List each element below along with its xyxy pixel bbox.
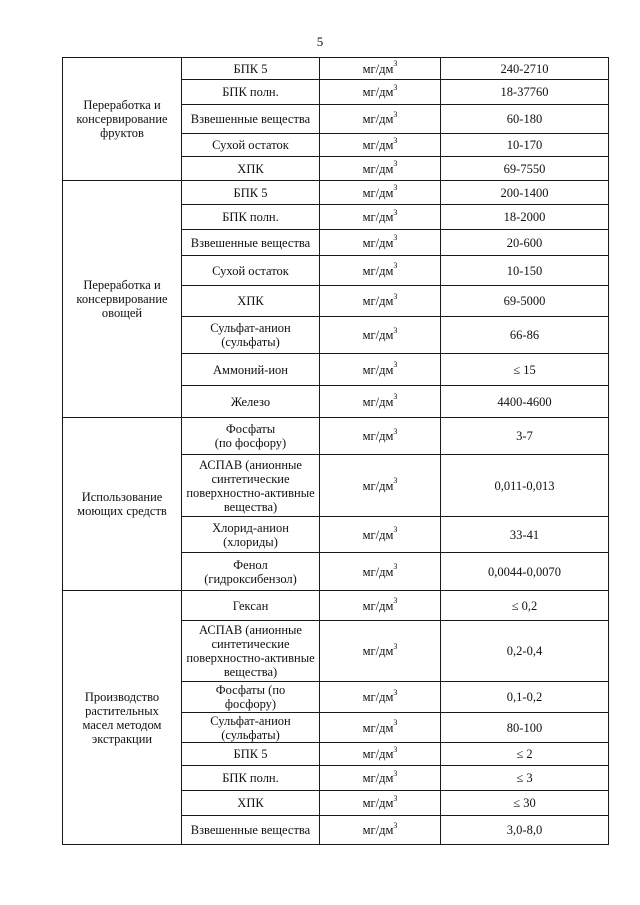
unit-cell	[320, 256, 441, 286]
unit-label: мг/дм	[362, 598, 394, 613]
value-range: 200-1400	[500, 185, 549, 200]
value-cell	[441, 80, 609, 105]
parameter-cell	[182, 591, 320, 621]
value-range: 3,0-8,0	[506, 823, 543, 837]
unit-exponent: 3	[393, 562, 398, 572]
parameter-name: Взвешенные вещества	[190, 112, 311, 126]
value-cell	[441, 766, 609, 791]
parameter-name: БПК 5	[233, 747, 268, 761]
unit-exponent: 3	[393, 525, 398, 535]
value-cell	[441, 205, 609, 230]
unit-exponent: 3	[393, 135, 398, 145]
unit-cell	[320, 105, 441, 134]
unit-exponent: 3	[393, 360, 398, 370]
value-cell	[441, 286, 609, 317]
unit-cell	[320, 682, 441, 713]
unit-cell	[320, 791, 441, 816]
unit-exponent: 3	[393, 476, 398, 486]
unit-label: мг/дм	[362, 771, 394, 785]
value-range: 0,0044-0,0070	[488, 564, 561, 579]
unit-label: мг/дм	[362, 112, 394, 126]
unit-exponent: 3	[393, 207, 398, 217]
parameter-name: АСПАВ (анионные синтетические поверхностно-активные вещества)	[186, 623, 315, 679]
value-cell	[441, 455, 609, 517]
unit-label: мг/дм	[362, 185, 394, 200]
value-cell	[441, 230, 609, 256]
wastewater-parameters-table	[62, 57, 609, 845]
unit-cell	[320, 743, 441, 766]
unit-label: мг/дм	[362, 61, 394, 76]
value-cell	[441, 621, 609, 682]
unit-label: мг/дм	[362, 527, 394, 542]
value-range: 69-5000	[503, 294, 546, 308]
value-range: 240-2710	[500, 61, 549, 76]
value-range: ≤ 2	[516, 747, 533, 761]
group-name: Производство растительных масел методом экстракции	[82, 689, 162, 746]
parameter-cell	[182, 386, 320, 418]
unit-cell	[320, 181, 441, 205]
unit-exponent: 3	[393, 233, 398, 243]
value-cell	[441, 553, 609, 591]
unit-cell	[320, 386, 441, 418]
unit-label: мг/дм	[362, 478, 394, 493]
value-cell	[441, 354, 609, 386]
value-range: ≤ 3	[516, 771, 533, 785]
unit-cell	[320, 134, 441, 157]
parameter-name: БПК полн.	[222, 210, 279, 224]
value-cell	[441, 134, 609, 157]
parameter-name: Взвешенные вещества	[190, 823, 311, 837]
table-row	[63, 181, 609, 205]
parameter-name: БПК 5	[233, 185, 268, 200]
table-body	[63, 58, 609, 845]
parameter-cell	[182, 816, 320, 845]
unit-label: мг/дм	[362, 138, 394, 152]
value-range: ≤ 30	[513, 796, 536, 810]
unit-cell	[320, 553, 441, 591]
value-cell	[441, 181, 609, 205]
value-range: 80-100	[506, 720, 543, 735]
parameter-cell	[182, 455, 320, 517]
unit-label: мг/дм	[362, 823, 394, 837]
value-cell	[441, 791, 609, 816]
parameter-name: ХПК	[237, 161, 264, 176]
unit-cell	[320, 157, 441, 181]
unit-exponent: 3	[393, 261, 398, 271]
unit-label: мг/дм	[362, 328, 394, 342]
unit-cell	[320, 286, 441, 317]
group-name-cell	[63, 58, 182, 181]
parameter-cell	[182, 553, 320, 591]
parameter-name: Сухой остаток	[212, 263, 289, 278]
parameter-cell	[182, 713, 320, 743]
parameter-name: Сульфат-анион (сульфаты)	[210, 713, 291, 742]
unit-cell	[320, 230, 441, 256]
unit-label: мг/дм	[362, 720, 394, 735]
value-range: 4400-4600	[497, 394, 552, 409]
value-range: 0,011-0,013	[494, 478, 555, 493]
value-cell	[441, 105, 609, 134]
unit-exponent: 3	[393, 718, 398, 728]
unit-label: мг/дм	[362, 429, 394, 443]
unit-cell	[320, 205, 441, 230]
value-range: 69-7550	[503, 161, 546, 176]
unit-cell	[320, 517, 441, 553]
value-range: 0,2-0,4	[506, 644, 543, 658]
parameter-name: Сульфат-анион (сульфаты)	[210, 321, 291, 349]
parameter-cell	[182, 621, 320, 682]
value-range: 3-7	[516, 429, 533, 443]
unit-exponent: 3	[393, 687, 398, 697]
group-name-cell	[63, 591, 182, 845]
unit-exponent: 3	[393, 744, 398, 754]
unit-exponent: 3	[393, 183, 398, 193]
value-cell	[441, 317, 609, 354]
unit-exponent: 3	[393, 109, 398, 119]
unit-label: мг/дм	[362, 644, 394, 658]
unit-label: мг/дм	[362, 85, 394, 99]
value-range: 66-86	[509, 328, 540, 342]
unit-cell	[320, 591, 441, 621]
value-range: ≤ 15	[513, 362, 536, 377]
unit-cell	[320, 80, 441, 105]
unit-label: мг/дм	[362, 796, 394, 810]
parameter-cell	[182, 181, 320, 205]
unit-cell	[320, 766, 441, 791]
value-cell	[441, 682, 609, 713]
parameter-cell	[182, 682, 320, 713]
parameter-name: БПК полн.	[222, 771, 279, 785]
parameter-name: Аммоний-ион	[213, 362, 288, 377]
unit-exponent: 3	[393, 392, 398, 402]
table-row	[63, 58, 609, 80]
parameter-cell	[182, 286, 320, 317]
unit-exponent: 3	[393, 159, 398, 169]
parameter-name: Фосфаты (по фосфору)	[214, 422, 287, 450]
value-cell	[441, 157, 609, 181]
unit-label: мг/дм	[362, 294, 394, 308]
parameter-cell	[182, 766, 320, 791]
parameter-name: БПК полн.	[222, 85, 279, 99]
value-cell	[441, 713, 609, 743]
unit-exponent: 3	[393, 820, 398, 830]
value-cell	[441, 816, 609, 845]
unit-exponent: 3	[393, 59, 398, 69]
value-cell	[441, 743, 609, 766]
value-cell	[441, 386, 609, 418]
parameter-cell	[182, 80, 320, 105]
table-row	[63, 591, 609, 621]
unit-label: мг/дм	[362, 690, 394, 704]
unit-label: мг/дм	[362, 747, 394, 761]
parameter-cell	[182, 517, 320, 553]
parameter-cell	[182, 317, 320, 354]
unit-label: мг/дм	[362, 161, 394, 176]
unit-cell	[320, 58, 441, 80]
group-name: Использование моющих средств	[77, 490, 167, 518]
value-range: 33-41	[509, 527, 540, 542]
parameter-cell	[182, 105, 320, 134]
value-cell	[441, 517, 609, 553]
unit-cell	[320, 418, 441, 455]
page-number: 5	[316, 34, 324, 49]
value-cell	[441, 58, 609, 80]
unit-label: мг/дм	[362, 564, 394, 579]
unit-exponent: 3	[393, 641, 398, 651]
parameter-name: Гексан	[232, 598, 269, 613]
value-range: 60-180	[506, 112, 543, 126]
value-range: 20-600	[506, 235, 543, 250]
value-range: 0,1-0,2	[506, 690, 543, 704]
parameter-cell	[182, 58, 320, 80]
unit-cell	[320, 455, 441, 517]
unit-exponent: 3	[393, 426, 398, 436]
value-range: 18-2000	[503, 210, 546, 224]
parameter-cell	[182, 157, 320, 181]
parameter-name: Фосфаты (по фосфору)	[215, 683, 286, 711]
unit-label: мг/дм	[362, 362, 394, 377]
parameter-cell	[182, 354, 320, 386]
parameter-name: Хлорид-анион (хлориды)	[212, 520, 289, 549]
parameter-name: БПК 5	[233, 61, 268, 76]
unit-cell	[320, 317, 441, 354]
parameter-cell	[182, 230, 320, 256]
parameter-name: ХПК	[237, 294, 264, 308]
value-range: ≤ 0,2	[511, 598, 538, 613]
value-range: 10-150	[506, 263, 543, 278]
group-name: Переработка и консервирование овощей	[76, 278, 168, 320]
parameter-cell	[182, 134, 320, 157]
parameter-name: Железо	[230, 394, 271, 409]
parameter-cell	[182, 205, 320, 230]
parameter-cell	[182, 791, 320, 816]
unit-cell	[320, 354, 441, 386]
unit-cell	[320, 621, 441, 682]
unit-exponent: 3	[393, 793, 398, 803]
unit-exponent: 3	[393, 596, 398, 606]
unit-label: мг/дм	[362, 210, 394, 224]
value-cell	[441, 256, 609, 286]
table-row	[63, 418, 609, 455]
parameter-cell	[182, 743, 320, 766]
unit-exponent: 3	[393, 325, 398, 335]
group-name: Переработка и консервирование фруктов	[76, 98, 168, 140]
value-range: 10-170	[506, 138, 543, 152]
parameter-name: АСПАВ (анионные синтетические поверхностно-активные вещества)	[186, 457, 315, 514]
unit-cell	[320, 816, 441, 845]
parameter-cell	[182, 256, 320, 286]
group-name-cell	[63, 418, 182, 591]
parameter-name: Сухой остаток	[212, 138, 289, 152]
unit-label: мг/дм	[362, 235, 394, 250]
group-name-cell	[63, 181, 182, 418]
value-cell	[441, 418, 609, 455]
unit-label: мг/дм	[362, 394, 394, 409]
unit-exponent: 3	[393, 291, 398, 301]
unit-exponent: 3	[393, 82, 398, 92]
unit-cell	[320, 713, 441, 743]
parameter-name: Взвешенные вещества	[190, 235, 311, 250]
value-range: 18-37760	[500, 85, 549, 99]
parameter-cell	[182, 418, 320, 455]
parameter-name: ХПК	[237, 796, 264, 810]
unit-exponent: 3	[393, 768, 398, 778]
unit-label: мг/дм	[362, 263, 394, 278]
value-cell	[441, 591, 609, 621]
parameter-name: Фенол (гидроксибензол)	[204, 557, 297, 586]
